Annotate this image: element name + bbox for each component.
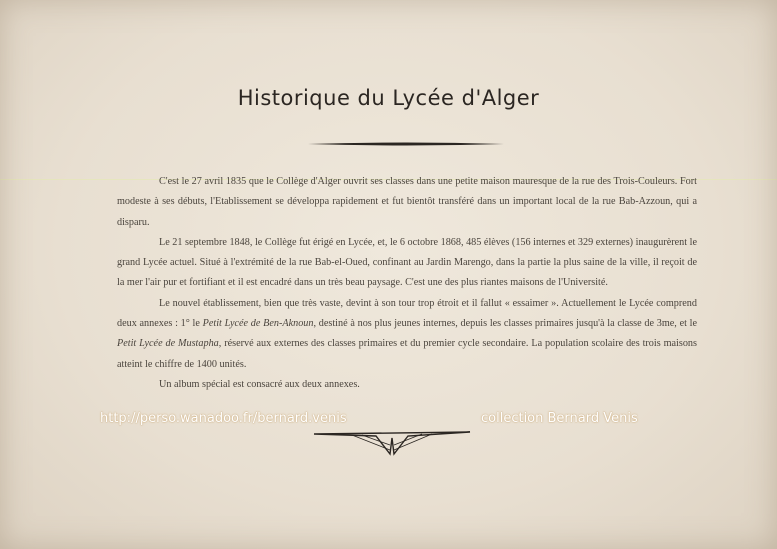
paragraph-4: Un album spécial est consacré aux deux annexes. (159, 378, 360, 390)
paragraph-3-text: , destiné à nos plus jeunes internes, depuis les classes primaires jusqu'à la classe de 3me, et le (313, 318, 697, 330)
watermark-collection: collection Bernard Venis (481, 411, 638, 426)
paragraph-1: C'est le 27 avril 1835 que le Collège d'Alger ouvrit ses classes dans une petite maison mauresque de la rue des Trois-Couleurs. Fort modeste à ses débuts, l'Etablissement se développa rapidement et fut bientôt transféré dans un important local de la rue Bab-Azzoun, qui a disparu. (117, 176, 697, 228)
page-title: Historique du Lycée d'Alger (237, 86, 540, 110)
paragraph-3-text: , réservé aux externes des classes primaires et du premier cycle secondaire. La population scolaire des trois maisons atteint le chiffre de 1400 unités. (117, 338, 697, 370)
paragraph-3 (117, 294, 697, 375)
decorative-rule (308, 142, 504, 146)
paragraph-2: Le 21 septembre 1848, le Collège fut érigé en Lycée, et, le 6 octobre 1868, 485 élèves (156 internes et 329 externes) inaugurèrent le grand Lycée actuel. Situé à l'extrémité de la rue Bab-el-Oued, confinant au Jardin Marengo, dans la partie la plus saine de la ville, il reçoit de la mer l'air pur et fortifiant et il est encadré dans un très beau paysage. C'est une des plus riantes maisons de l'Université. (117, 236, 697, 289)
document-body (117, 172, 697, 395)
watermark-url: http://perso.wanadoo.fr/bernard.venis (100, 411, 347, 426)
paragraph-3-text: Le nouvel établissement, bien que très vaste, devint à son tour trop étroit et il fallut « essaimer ». Actuellement le Lycée comprend deux annexes : 1° le (117, 297, 697, 330)
mustapha-name: Petit Lycée de Mustapha (117, 338, 219, 350)
ben-aknoun-name: Petit Lycée de Ben-Aknoun (202, 318, 314, 330)
ornament-icon (312, 428, 472, 458)
